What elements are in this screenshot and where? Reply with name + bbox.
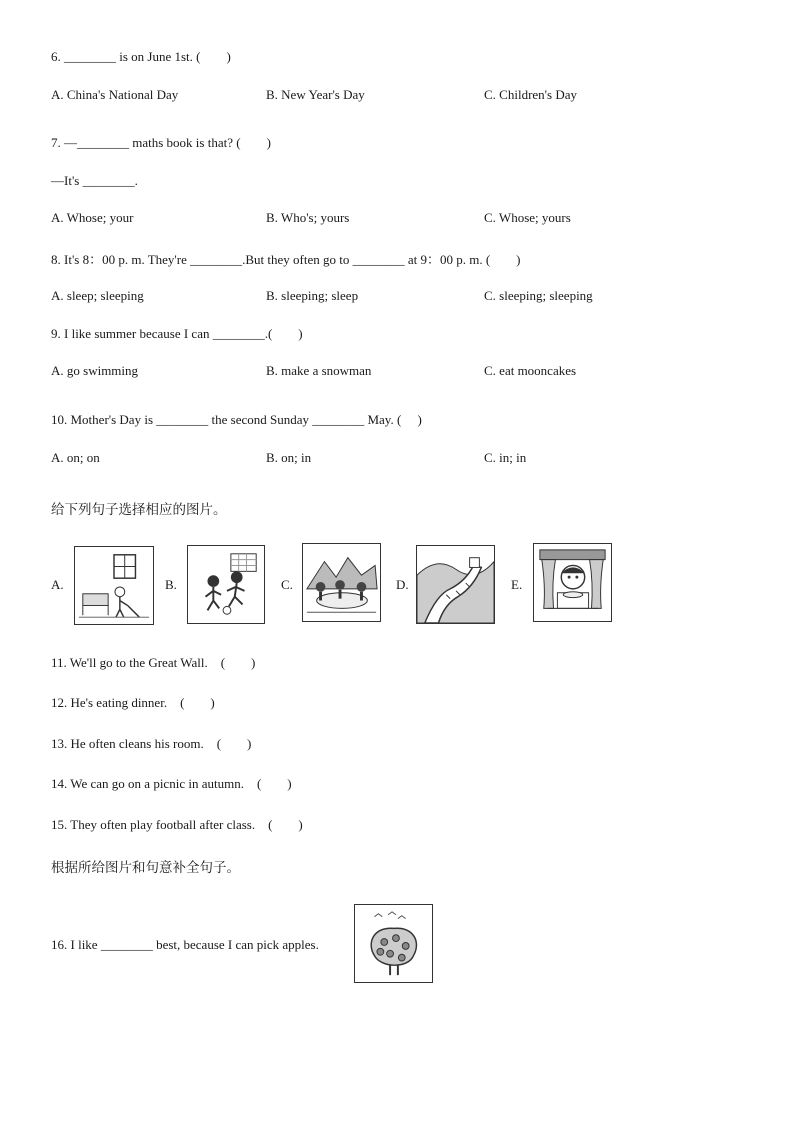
question-9-option-c: C. eat mooncakes bbox=[484, 363, 577, 378]
question-7-option-b: B. Who's; yours bbox=[266, 210, 350, 225]
picture-label-a: A. bbox=[51, 577, 64, 592]
section-3-heading: 根据所给图片和句意补全句子。 bbox=[51, 860, 240, 876]
playing-football-picture bbox=[187, 545, 265, 624]
question-8-stem: 8. It's 8：00 p. m. They're ________.But they often go to ________ at 9：00 p. m. ( ) bbox=[51, 252, 521, 267]
picture-label-d: D. bbox=[396, 577, 409, 592]
item-13: 13. He often cleans his room. ( ) bbox=[51, 736, 252, 751]
question-8-option-b: B. sleeping; sleep bbox=[266, 288, 359, 303]
picnic-picture bbox=[302, 543, 381, 622]
question-8-option-c: C. sleeping; sleeping bbox=[484, 288, 593, 303]
question-7-option-c: C. Whose; yours bbox=[484, 210, 571, 225]
question-7-option-a: A. Whose; your bbox=[51, 210, 134, 225]
picture-label-c: C. bbox=[281, 577, 293, 592]
question-10-option-a: A. on; on bbox=[51, 450, 100, 465]
question-6-option-b: B. New Year's Day bbox=[266, 87, 365, 102]
picture-label-b: B. bbox=[165, 577, 177, 592]
question-10-stem: 10. Mother's Day is ________ the second Sunday ________ May. ( ) bbox=[51, 412, 422, 427]
picture-label-e: E. bbox=[511, 577, 523, 592]
question-10-option-b: B. on; in bbox=[266, 450, 312, 465]
item-16: 16. I like ________ best, because I can pick apples. bbox=[51, 937, 319, 952]
question-6-stem: 6. ________ is on June 1st. ( ) bbox=[51, 49, 231, 64]
section-2-heading: 给下列句子选择相应的图片。 bbox=[51, 502, 227, 518]
item-11: 11. We'll go to the Great Wall. ( ) bbox=[51, 655, 256, 670]
item-12: 12. He's eating dinner. ( ) bbox=[51, 695, 215, 710]
great-wall-picture bbox=[416, 545, 495, 624]
question-9-option-b: B. make a snowman bbox=[266, 363, 372, 378]
question-9-stem: 9. I like summer because I can ________.( ) bbox=[51, 326, 303, 341]
question-7-response: —It's ________. bbox=[51, 173, 138, 188]
question-9-option-a: A. go swimming bbox=[51, 363, 139, 378]
question-10-option-c: C. in; in bbox=[484, 450, 527, 465]
eating-dinner-picture bbox=[533, 543, 612, 622]
question-6-option-a: A. China's National Day bbox=[51, 87, 179, 102]
cleaning-room-picture bbox=[74, 546, 154, 625]
question-8-option-a: A. sleep; sleeping bbox=[51, 288, 144, 303]
item-15: 15. They often play football after class. ( ) bbox=[51, 817, 303, 832]
question-6-option-c: C. Children's Day bbox=[484, 87, 577, 102]
item-14: 14. We can go on a picnic in autumn. ( ) bbox=[51, 776, 292, 791]
question-7-stem: 7. —________ maths book is that? ( ) bbox=[51, 135, 271, 150]
apple-tree-picture bbox=[354, 904, 433, 983]
